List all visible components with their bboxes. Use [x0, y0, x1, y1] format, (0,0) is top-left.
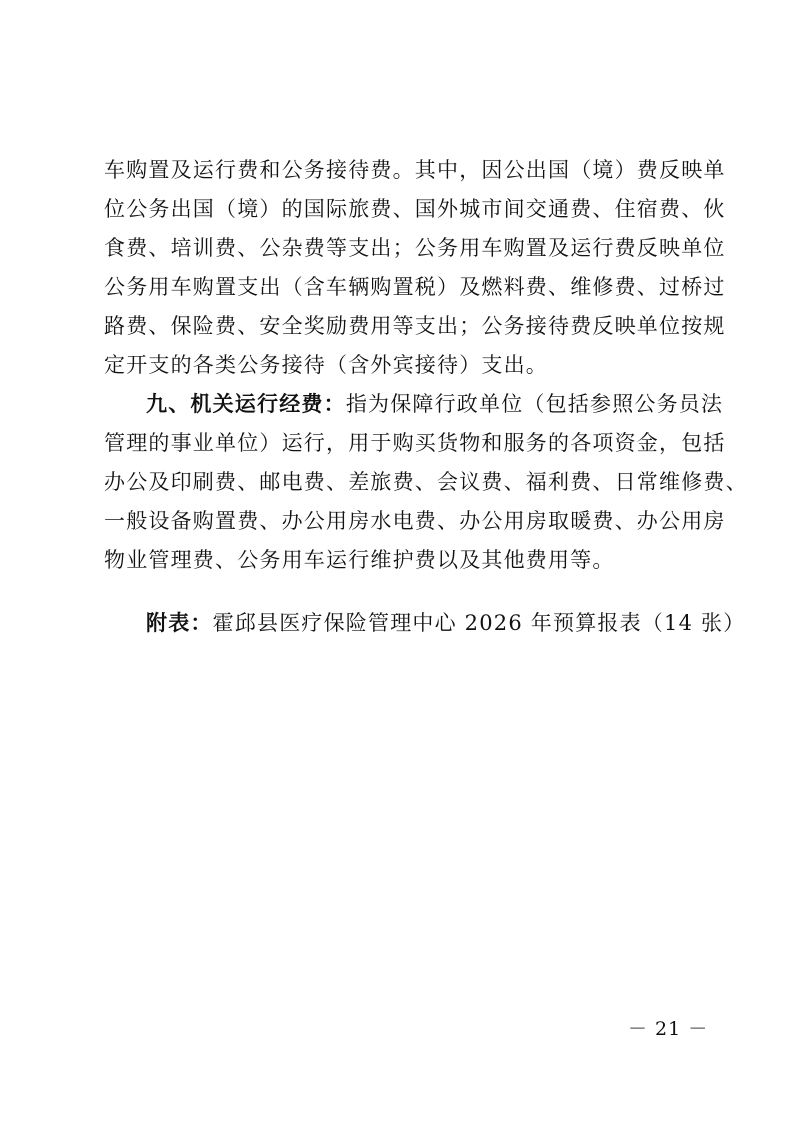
paragraph-line: 食费、培训费、公杂费等支出；公务用车购置及运行费反映单位 [104, 236, 726, 260]
attachment-line [146, 608, 745, 638]
attachment-text: 霍邱县医疗保险管理中心 2026 年预算报表（14 张） [212, 611, 746, 635]
paragraph-line: 定开支的各类公务接待（含外宾接待）支出。 [104, 353, 548, 377]
paragraph-line: 办公及印刷费、邮电费、差旅费、会议费、福利费、日常维修费、 [104, 470, 748, 494]
attachment-label: 附表： [146, 611, 213, 635]
paragraph-line: 路费、保险费、安全奖励费用等支出；公务接待费反映单位按规 [104, 314, 726, 338]
paragraph-line: 位公务出国（境）的国际旅费、国外城市间交通费、住宿费、伙 [104, 197, 726, 221]
section-nine-first-line [146, 389, 723, 419]
paragraph-line: 一般设备购置费、办公用房水电费、办公用房取暖费、办公用房 [104, 509, 726, 533]
page-number: － 21 － [628, 1018, 709, 1040]
paragraph-line: 管理的事业单位）运行，用于购买货物和服务的各项资金，包括 [104, 431, 726, 455]
section-nine-heading: 九、机关运行经费： [146, 392, 346, 416]
paragraph-line: 公务用车购置支出（含车辆购置税）及燃料费、维修费、过桥过 [104, 275, 726, 299]
section-nine-intro: 指为保障行政单位（包括参照公务员法 [345, 392, 724, 416]
paragraph-line: 物业管理费、公务用车运行维护费以及其他费用等。 [104, 548, 615, 572]
paragraph-line: 车购置及运行费和公务接待费。其中，因公出国（境）费反映单 [104, 158, 726, 182]
